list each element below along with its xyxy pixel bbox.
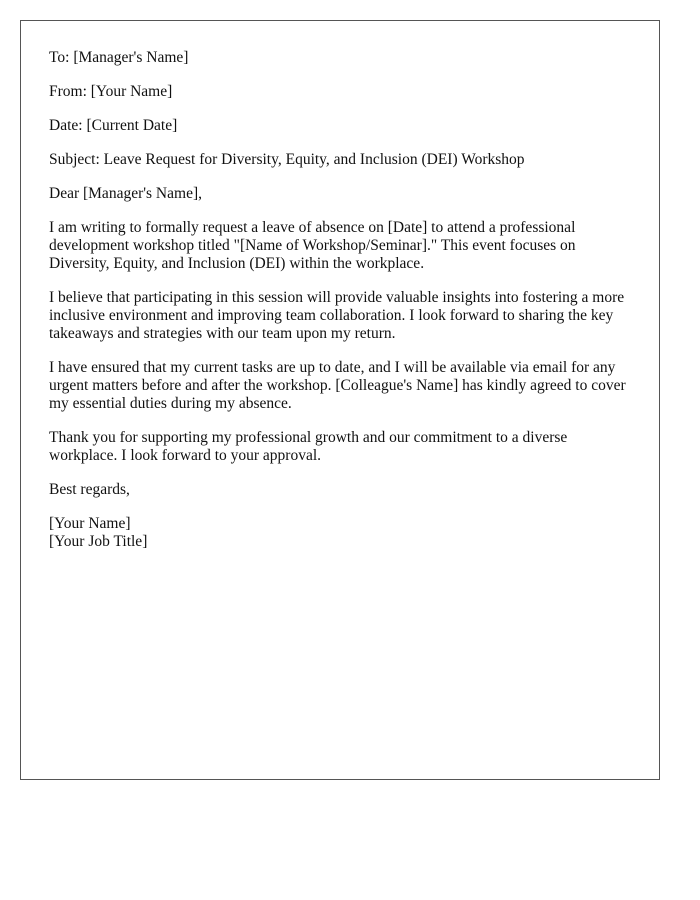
signature-name: [Your Name] bbox=[49, 515, 131, 532]
signature-block bbox=[49, 515, 637, 551]
salutation: Dear [Manager's Name], bbox=[49, 185, 202, 202]
from-line: From: [Your Name] bbox=[49, 83, 173, 100]
date-line: Date: [Current Date] bbox=[49, 117, 178, 134]
paragraph-benefits: I believe that participating in this session will provide valuable insights into fostering a more inclusive environment and improving team collaboration. I look forward to sharing the key takeaways and strategies with our team upon my return. bbox=[49, 289, 625, 342]
paragraph-coverage: I have ensured that my current tasks are up to date, and I will be available via email for any urgent matters before and after the workshop. [Colleague's Name] has kindly agreed to cover my essential duties during my absence. bbox=[49, 359, 626, 412]
paragraph-thanks: Thank you for supporting my professional growth and our commitment to a diverse workplace. I look forward to your approval. bbox=[49, 429, 568, 464]
closing: Best regards, bbox=[49, 481, 130, 498]
paragraph-request: I am writing to formally request a leave of absence on [Date] to attend a professional development workshop titled "[Name of Workshop/Seminar]." This event focuses on Diversity, Equity, and Inclusion (DEI) within the workplace. bbox=[49, 219, 576, 272]
letter-body bbox=[49, 49, 637, 551]
subject-line: Subject: Leave Request for Diversity, Equity, and Inclusion (DEI) Workshop bbox=[49, 151, 525, 168]
signature-title: [Your Job Title] bbox=[49, 533, 148, 550]
letter-page bbox=[20, 20, 660, 780]
to-line: To: [Manager's Name] bbox=[49, 49, 189, 66]
